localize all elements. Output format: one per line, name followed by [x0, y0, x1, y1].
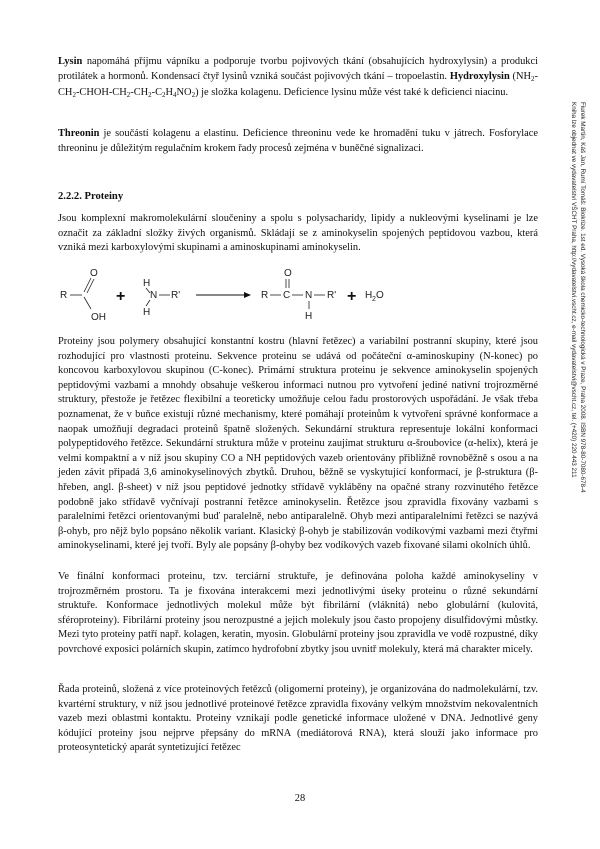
bond [87, 279, 94, 293]
scheme-r-prime: R' [171, 290, 181, 301]
paragraph-structure: Proteiny jsou polymery obsahující konstantní kostru (hlavní řetězec) a variabilní postranní skupiny, které jsou rozhodující pro vlastnosti proteinu. Sekvence proteinu se udává od počáteční α-aminoskupiny (N-konec) po koncovou karboxylovou skupinou (C-konec). Primární struktura proteinu je sekvence aminokyselin spojených peptidovými vazbami a mnohdy obsahuje veškerou informaci nutnou pro vytvoření jediné nativní trojrozměrné struktury, přestože je řetězec flexibilní a teoreticky umožňuje celou řadu prostorových uspořádání. Je však třeba poznamenat, že v buňce existují různé mechanismy, které pomáhají proteinům k vytvoření správné konformace a naopak umožňují degradaci proteinů špatně složených. Sekundární struktura representuje lokální konformaci polypeptidového řetězce. Sekundární struktura může v proteinu zaujímat strukturu α-šroubovice (α-helix), která je velmi kompaktní a v níž jsou skupiny CO a NH peptidových vazeb orientovány přibližně rovnoběžně s osou a na jeden závit připadá 3,6 aminokyselinových zbytků. Druhou, běžně se vyskytující konformací, je β-struktura (β-hřeben, angl. β-sheet) v níž jsou peptidové jednotky střídavě vykláběny na opačné strany rozvinutého řetězce podobně jako střídavě vyčnívají postranní řetězce aminokyselin. Řetězce jsou zpravidla fixovány vazbami s paralelními řetězci orientovanými buď paralelně, nebo antiparalelně. Ohyb mezi antiparalelními řetězci se nazývá β-ohyb, pro nějž bylo popsáno několik variant. Klasický β-ohyb je stabilizován vodíkovými vazbami mezi čtyřmi aminokyselinami, které jej tvoří. Byly ale popsány β-ohyby bez vodíkových vazeb fixované silami okolních úhlů. [58, 336, 538, 552]
scheme-n-product: N [305, 290, 313, 301]
side-citation-line-1: Fiurek Martin, Káš Jan, Rumí Tomáš: Biokrize. 1st ed. Vysoká škola chemicko-technologická v Praze, Praha 2008. ISBN 978-80-7080-678-4 [579, 102, 586, 493]
side-citation [547, 102, 587, 562]
bond [84, 278, 91, 292]
text: (NH [509, 70, 532, 82]
subscript: 2 [148, 91, 152, 100]
peptide-bond-reaction-scheme [58, 264, 538, 328]
scheme-oh: OH [91, 312, 106, 323]
subscript: 2 [126, 91, 131, 100]
plus-sign: + [116, 288, 126, 305]
subscript: 2 [162, 91, 166, 100]
paragraph-lysin [58, 55, 538, 103]
text: je součástí kolagenu a elastinu. Deficience threoninu vede ke hromadění tuku v játrech. Fosforylace threoninu je důležitým regulačním krokem řady procesů zejména v buněčné signalizaci. [58, 128, 538, 154]
bond [146, 300, 150, 306]
term-lysin: Lysin [58, 56, 83, 67]
scheme-water-h: H [365, 290, 373, 301]
text: NO [176, 87, 192, 99]
scheme-r-prime-product: R' [327, 290, 337, 301]
text: -CH [58, 70, 538, 99]
scheme-r-product: R [261, 290, 269, 301]
scheme-n: N [150, 290, 158, 301]
scheme-o: O [90, 268, 98, 279]
section-heading: 2.2.2. Proteiny [58, 191, 124, 202]
subscript: 2 [531, 74, 535, 83]
scheme-water-o: O [376, 290, 384, 301]
page-number: 28 [294, 793, 306, 804]
scheme-o-product: O [284, 268, 292, 279]
subscript: 2 [191, 91, 196, 100]
paragraph-tertiary: Ve finální konformaci proteinu, tzv. terciární struktuře, je definována poloha každé aminokyseliny v trojrozměrném prostoru. Ta je fixována interakcemi mezi jednotlivými úseky proteinu o různé sekundární struktuře. Konformace jednotlivých molekul může být fibrilární (vláknitá) nebo globulární (kulovitá, sféroproteiny). Fibrilární proteiny jsou nerozpustné a jejich molekuly jsou často propojeny disulfidovými můstky. Mezi tyto proteiny patří např. kolagen, keratin, myosin. Globulární proteiny jsou zpravidla ve vodě rozpustné, díky povrchové exposici polárních skupin, zatímco hydrofobní zbytky jsou uvnitř molekuly, která má charakter micely. [58, 571, 538, 655]
plus-sign: + [347, 288, 357, 305]
paragraph-intro: Jsou komplexní makromolekulární sloučeniny a spolu s polysacharidy, lipidy a nukleovými kyselinami je lze označit za základní složky živých organismů. Skládají se z aminokyselin spojených peptidovou vazbou, která vzniká mezi karboxylovými skupinami a aminoskupinami aminokyselin. [58, 213, 538, 254]
text: -CHOH-CH [75, 87, 127, 99]
term-threonin: Threonin [58, 128, 100, 139]
side-citation-line-2: Kniha lze objednat ve vydavatelství VŠCHT Praha, http://vydavatelstvi.vscht.cz, e-mail vydavatelstvi@vscht.cz, tel. (+420) 220 443 211 [570, 102, 577, 478]
scheme-r: R [60, 290, 68, 301]
scheme-h-product: H [305, 311, 313, 322]
subscript: 4 [173, 91, 177, 100]
text: H [165, 87, 174, 99]
subscript: 2 [72, 91, 76, 100]
scheme-c: C [283, 290, 291, 301]
text: -C [151, 87, 163, 99]
scheme-h-top: H [143, 278, 151, 289]
bond [84, 297, 91, 309]
term-hydroxylysin: Hydroxylysin [449, 70, 510, 82]
paragraph-threonin [58, 127, 538, 156]
text: ) je složka kolagenu. Deficience lysinu může vést také k deficienci niacinu. [195, 87, 509, 99]
text: napomáhá příjmu vápníku a podporuje tvorbu pojivových tkání (obsahujících hydroxylysin) a produkci protilátek a hormonů. Kondensací čtyř lysinů vzniká součást pojivových tkání – tropoelastin. [58, 56, 538, 82]
reaction-arrow-head [244, 292, 251, 298]
text: -CH [130, 87, 149, 99]
scheme-water-sub: 2 [372, 296, 376, 303]
paragraph-quaternary: Řada proteinů, složená z více proteinových řetězců (oligomerní proteiny), je organizována do nadmolekulární, tzv. kvartérní struktury, v níž jsou jednotlivé proteinové řetězce zpravidla fixovány velkým množstvím nekovalentních vazeb mezi oblastmi kontaktu. Proteiny vznikají podle genetické informace uložené v DNA. Jednotlivé geny kódující proteiny jsou nejprve přepsány do mRNA (mediátorová RNA), která slouží jako informace pro proteosyntetický aparát syntetizující řetězec [58, 684, 538, 754]
scheme-h-bottom: H [143, 307, 151, 318]
